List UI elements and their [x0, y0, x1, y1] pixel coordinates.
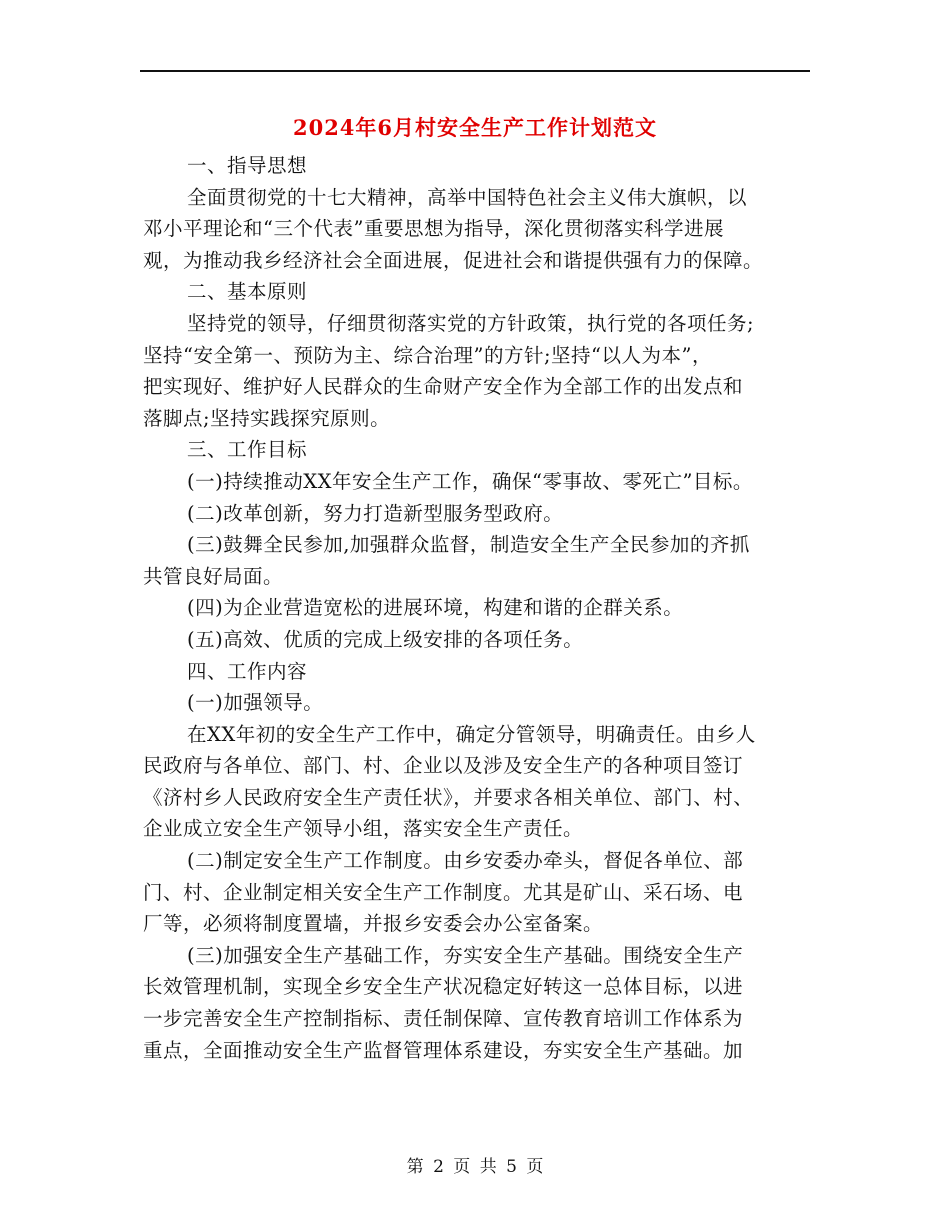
paragraph-line: (二)制定安全生产工作制度。由乡安委办牵头，督促各单位、部 [187, 849, 744, 873]
paragraph-line: 民政府与各单位、部门、村、企业以及涉及安全生产的各种项目签订 [143, 754, 744, 778]
paragraph-line: 落脚点;坚持实践探究原则。 [143, 406, 391, 430]
paragraph-line: 重点，全面推动安全生产监督管理体系建设，夯实安全生产基础。加 [143, 1038, 744, 1062]
paragraph-line: 一步完善安全生产控制指标、责任制保障、宣传教育培训工作体系为 [143, 1007, 744, 1031]
paragraph-line: 《济村乡人民政府安全生产责任状》，并要求各相关单位、部门、村、 [143, 785, 754, 809]
paragraph-line: 长效管理机制，实现全乡安全生产状况稳定好转这一总体目标，以进 [143, 975, 744, 999]
paragraph-line: (三)鼓舞全民参加,加强群众监督，制造安全生产全民参加的齐抓 [187, 533, 750, 557]
paragraph-line: (二)改革创新，努力打造新型服务型政府。 [187, 501, 564, 525]
paragraph-line: (四)为企业营造宽松的进展环境，构建和谐的企群关系。 [187, 596, 684, 620]
page-number: 第 2 页 共 5 页 [406, 1157, 544, 1177]
paragraph-line: 厂等，必须将制度置墙，并报乡安委会办公室备案。 [143, 912, 604, 936]
paragraph-line: 观，为推动我乡经济社会全面进展，促进社会和谐提供强有力的保障。 [143, 248, 764, 272]
paragraph-line: (一)加强领导。 [187, 691, 324, 715]
paragraph-line: 坚持党的领导，仔细贯彻落实党的方针政策，执行党的各项任务; [187, 311, 755, 335]
paragraph-line: 一、指导思想 [187, 154, 308, 177]
paragraph-line: (一)持续推动XX年安全生产工作，确保“零事故、零死亡”目标。 [187, 469, 753, 493]
paragraph-line: 共管良好局面。 [143, 564, 284, 588]
paragraph-line: (五)高效、优质的完成上级安排的各项任务。 [187, 627, 584, 651]
document-body [143, 150, 813, 1066]
document-title: 2024年6月村安全生产工作计划范文 [292, 115, 658, 140]
paragraph-line: 邓小平理论和“三个代表”重要思想为指导，深化贯彻落实科学进展 [143, 217, 724, 241]
paragraph-line: 企业成立安全生产领导小组，落实安全生产责任。 [143, 817, 584, 841]
paragraph-line: (三)加强安全生产基础工作，夯实安全生产基础。围绕安全生产 [187, 943, 744, 967]
paragraph-line: 三、工作目标 [187, 438, 308, 462]
paragraph-line: 全面贯彻党的十七大精神，高举中国特色社会主义伟大旗帜，以 [187, 185, 748, 209]
paragraph-line: 四、工作内容 [187, 659, 308, 683]
paragraph-line: 门、村、企业制定相关安全生产工作制度。尤其是矿山、采石场、电 [143, 880, 744, 904]
paragraph-line: 在XX年初的安全生产工作中，确定分管领导，明确责任。由乡人 [187, 722, 756, 746]
paragraph-line: 二、基本原则 [187, 280, 308, 304]
paragraph-line: 把实现好、维护好人民群众的生命财产安全作为全部工作的出发点和 [143, 375, 744, 399]
header-rule [140, 70, 810, 72]
paragraph-line: 坚持“安全第一、预防为主、综合治理”的方针;坚持“以人为本”， [143, 343, 712, 367]
